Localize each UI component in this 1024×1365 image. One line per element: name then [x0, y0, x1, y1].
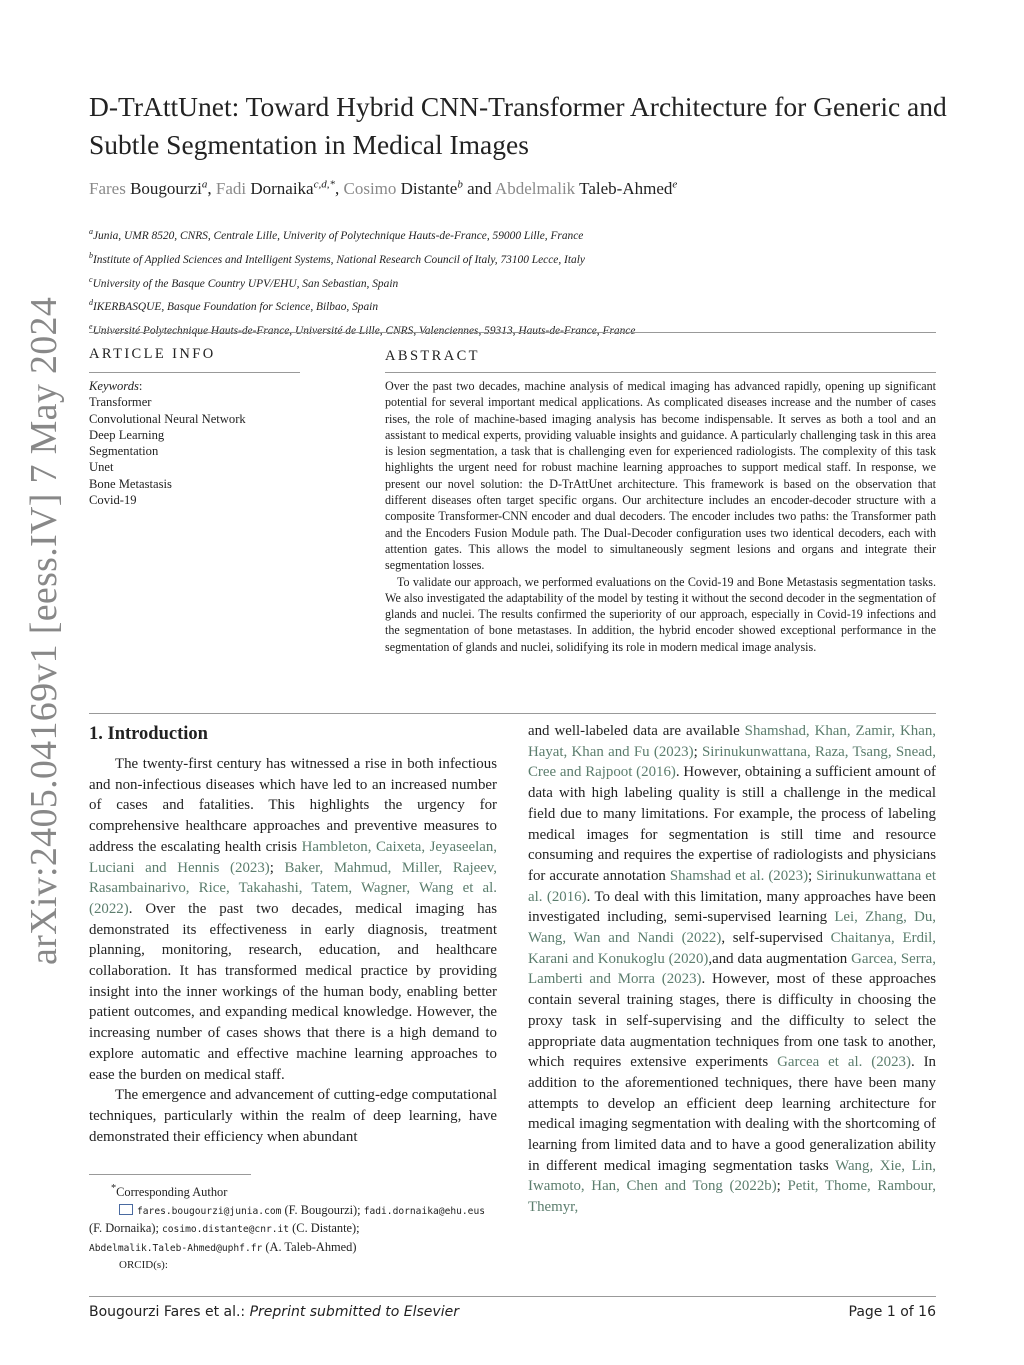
citation-link[interactable]: Lei, Zhang, Du, Wang, Wan and Nandi (2022)	[528, 909, 936, 947]
affiliation: $^b$Institute of Applied Sciences and Intelligent Systems, National Research Council of Italy, 73100 Lecce, Italy	[89, 250, 585, 266]
orcid-line: ORCID(s):	[119, 1259, 168, 1272]
citation-link[interactable]: Garcea et al. (2023)	[777, 1054, 911, 1071]
keywords-block	[89, 378, 246, 508]
affiliation: $^d$IKERBASQUE, Basque Foundation for Science, Bilbao, Spain	[89, 298, 379, 314]
citation-link[interactable]: Garcea, Serra, Lamberti and Morra (2023)	[528, 950, 937, 988]
abstract-heading: ABSTRACT	[385, 348, 480, 364]
email-line: (F. Dornaika); cosimo.distante@cnr.it (C. Distante);	[89, 1221, 360, 1236]
keyword: Transformer	[89, 395, 152, 410]
author: Fadi Dornaika$^{c,d,*}$,	[215, 178, 344, 198]
divider	[385, 372, 936, 373]
citation-link[interactable]: Sirinukunwattana et al. (2016)	[528, 867, 936, 905]
abstract-body	[385, 378, 936, 655]
keyword: Unet	[89, 460, 114, 475]
footer-left: Bougourzi Fares et al.: Preprint submitted to Elsevier	[89, 1304, 459, 1320]
divider	[89, 713, 936, 714]
affiliation: $^c$University of the Basque Country UPV/EHU, San Sebastian, Spain	[89, 274, 399, 290]
author: Abdelmalik Taleb-Ahmed$^e$	[494, 178, 678, 198]
arxiv-side-stamp: arXiv:2405.04169v1 [eess.IV] 7 May 2024	[23, 296, 65, 965]
keyword: Segmentation	[89, 444, 159, 459]
right-column	[528, 721, 936, 1218]
author: Cosimo Distante$^b$ and	[343, 178, 495, 198]
footnote	[89, 1180, 501, 1275]
email-line: Abdelmalik.Taleb-Ahmed@uphf.fr (A. Taleb-Ahmed)	[89, 1239, 357, 1254]
citation-link[interactable]: Chaitanya, Erdil, Karani and Konukoglu (2020)	[528, 930, 937, 967]
keyword: Covid-19	[89, 493, 137, 508]
email-link[interactable]: cosimo.distante@cnr.it	[162, 1224, 290, 1236]
divider	[89, 332, 936, 333]
article-info-heading: ARTICLE INFO	[89, 346, 216, 362]
keyword: Deep Learning	[89, 427, 165, 442]
body-paragraph: and well-labeled data are available Shamshad, Khan, Zamir, Khan, Hayat, Khan and Fu (2023); Sirinukunwattana, Raza, Tsang, Snead, Cree and Rajpoot (2016). However, obtaining a sufficient amount of data with high labeling quality is still a challenge in the medical field due to many limitations. For example, the process of labeling medical images for segmentation is still time and resource consuming and requires the expertise of radiologists and physicians for accurate annotation Shamshad et al. (2023); Sirinukunwattana et al. (2016). To deal with this limitation, many approaches have been investigated including, semi-supervised learning Lei, Zhang, Du, Wang, Wan and Nandi (2022), self-supervised Chaitanya, Erdil, Karani and Konukoglu (2020),and data augmentation Garcea, Serra, Lamberti and Morra (2023). However, most of these approaches contain several training stages, there is difficulty in choosing the proxy task in self-supervising and the difficulty to select the appropriate data augmentation techniques from one task to another, which requires extensive experiments Garcea et al. (2023). In addition to the aforementioned techniques, there have been many attempts to develop an efficient deep learning architecture for medical imaging segmentation with dealing with the shortcoming of learning from limited data and to have a good generalization ability in different medical imaging segmentation tasks Wang, Xie, Lin, Iwamoto, Han, Chen and Tong (2022b); Petit, Thome, Rambour, Themyr,	[528, 723, 937, 1216]
citation-link[interactable]: Wang, Xie, Lin, Iwamoto, Han, Chen and Tong (2022b)	[528, 1157, 937, 1195]
email-link[interactable]: Abdelmalik.Taleb-Ahmed@uphf.fr	[89, 1242, 263, 1254]
keyword: Convolutional Neural Network	[89, 411, 246, 426]
citation-link[interactable]: (2022)	[89, 900, 129, 917]
author-list	[89, 178, 677, 199]
citation-link[interactable]: Hambleton, Caixeta, Jeyaseelan, Luciani and Hennis	[89, 838, 498, 876]
keyword: Bone Metastasis	[89, 476, 172, 491]
section-heading: 1. Introduction	[89, 724, 208, 744]
page-number: Page 1 of 16	[848, 1304, 936, 1320]
footnote-rule	[89, 1174, 251, 1175]
envelope-icon	[119, 1204, 133, 1215]
email-link[interactable]: fares.bougourzi@junia.com	[137, 1205, 282, 1217]
abstract-paragraph: Over the past two decades, machine analysis of medical imaging has advanced rapidly, opening up significant potential for several important medical applications. As complicated diseases increase and the number of cases rises, the role of machine-based imaging analysis has become indispensable. It serves as both a tool and an assistant to medical experts, providing valuable insights and guidance. A particularly challenging task in this area is lesion segmentation, a task that is challenging even for experienced radiologists. The complexity of this task highlights the urgent need for robust machine learning approaches to support medical staff. In response, we present our novel solution: the D-TrAttUnet architecture. This framework is based on the observation that different diseases often target specific organs. Our architecture includes an encoder-decoder structure with a composite Transformer-CNN encoder and dual decoders. The encoder includes two paths: the Transformer path and the Encoders Fusion Module path. The Dual-Decoder configuration uses two identical decoders, each with attention gates. This allows the model to simultaneously segment lesions and organs and integrate their segmentation losses.	[385, 379, 936, 573]
body-paragraph: The twenty-first century has witnessed a rise in both infectious and non-infectious diseases which have led to an increased number of cases and fatalities. This highlights the urgency for comprehensive healthcare approaches and preventive measures to address the escalating health crisis Hambleton, Caixeta, Jeyaseelan, Luciani and Hennis (2023); Baker, Mahmud, Miller, Rajeev, Rasambainarivo, Rice, Takahashi, Tatem, Wagner, Wang et al. (2022). Over the past two decades, medical imaging has demonstrated its effectiveness in early diagnosis, treatment planning, monitoring, research, education, and healthcare collaboration. It has transformed medical practice by providing insight into the inner workings of the human body, enabling better patient outcomes, and expanding medical knowledge. However, the increasing number of cases shows that there is a high demand to explore automatic and effective machine learning approaches to ease the burden on medical staff.	[89, 756, 498, 1083]
citation-link[interactable]: Shamshad et al. (2023)	[669, 867, 809, 884]
affiliation: $^a$Junia, UMR 8520, CNRS, Centrale Lille, Univerity of Polytechnique Hauts-de-France, 59000 Lille, France	[89, 227, 584, 242]
citation-link[interactable]: Shamshad, Khan, Zamir, Khan, Hayat, Khan and Fu (2023)	[528, 723, 936, 760]
citation-link[interactable]: Baker, Mahmud, Miller, Rajeev, Rasambainarivo, Rice, Takahashi, Tatem, Wagner, Wang et al.	[89, 859, 497, 897]
left-column	[89, 754, 497, 1147]
paper-title: D-TrAttUnet: Toward Hybrid CNN-Transformer Architecture for Generic and Subtle Segmentation in Medical Images	[89, 91, 947, 160]
footer-rule	[89, 1296, 936, 1297]
citation-link[interactable]: (2023)	[230, 859, 270, 876]
divider	[89, 372, 300, 373]
email-line: fares.bougourzi@junia.com (F. Bougourzi); fadi.dornaika@ehu.eus	[89, 1202, 501, 1221]
keywords-label: Keywords:	[89, 379, 143, 393]
affiliations	[89, 222, 949, 341]
citation-link[interactable]: Sirinukunwattana, Raza, Tsang, Snead, Cree and Rajpoot (2016)	[528, 743, 936, 781]
affiliation: $^e$Université Polytechnique Hauts-de-France, Université de Lille, CNRS, Valenciennes, 59313, Hauts-de-France, France	[89, 322, 636, 337]
abstract-paragraph: To validate our approach, we performed evaluations on the Covid-19 and Bone Metastasis segmentation tasks. We also investigated the adaptability of the model by testing it without the second decoder in the segmentation of glands and nuclei. The results confirmed the superiority of our approach, especially in Covid-19 infections and the segmentation of bone metastases. In addition, the hybrid encoder showed exceptional performance in the segmentation of glands and nuclei, solidifying its role in modern medical image analysis.	[385, 574, 936, 654]
corresponding-author: *Corresponding Author	[111, 1183, 228, 1200]
email-link[interactable]: fadi.dornaika@ehu.eus	[363, 1205, 485, 1217]
citation-link[interactable]: Petit, Thome, Rambour, Themyr,	[528, 1178, 936, 1216]
author: Fares Bougourzi$^a$,	[89, 178, 216, 198]
body-paragraph: The emergence and advancement of cutting-edge computational techniques, particularly within the realm of deep learning, have demonstrated their efficiency when abundant	[89, 1087, 497, 1145]
